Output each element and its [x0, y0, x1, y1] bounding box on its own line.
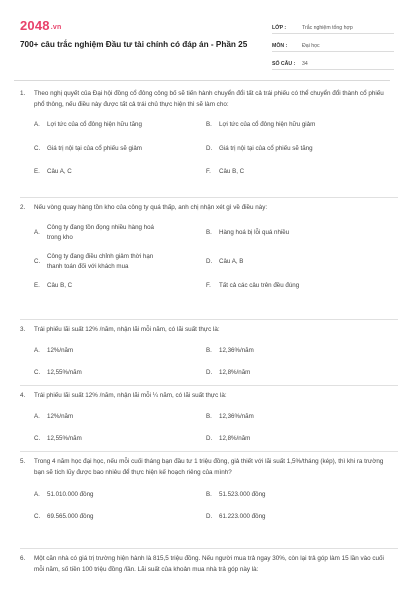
meta-row-count — [272, 54, 394, 70]
question-5 — [20, 457, 398, 524]
option-5c[interactable] — [34, 512, 194, 522]
option-text: 12,55%/năm — [47, 434, 82, 442]
option-letter: D. — [206, 434, 213, 442]
option-2f[interactable] — [206, 281, 366, 291]
option-letter: B. — [206, 346, 212, 354]
option-letter: C. — [34, 145, 41, 152]
option-letter: F. — [206, 281, 211, 289]
option-4a[interactable] — [34, 412, 194, 422]
option-4d[interactable] — [206, 434, 366, 444]
option-1e[interactable] — [34, 167, 194, 177]
page-title: 700+ câu trắc nghiệm Đầu tư tài chính có đáp án - Phần 25 — [20, 40, 248, 49]
option-letter: C. — [34, 368, 41, 376]
option-1a[interactable] — [34, 120, 194, 130]
option-3b[interactable] — [206, 346, 366, 356]
meta-value: Đại học — [302, 43, 320, 49]
question-text: Nếu vòng quay hàng tồn kho của công ty quá thấp, anh chị nhận xét gì về điều này: — [34, 204, 268, 211]
option-letter: B. — [206, 121, 212, 128]
option-text: 12,8%/năm — [219, 434, 251, 442]
meta-row-subject — [272, 36, 394, 52]
option-letter: B. — [206, 412, 212, 420]
option-letter: E. — [34, 281, 40, 289]
option-text: 51.010.000 đồng — [47, 491, 94, 498]
option-2b[interactable] — [206, 228, 366, 238]
question-text: Một căn nhà có giá trị trường hiện hành là 815,5 triệu đồng. Nếu người mua trả ngay 30%, còn lại trả góp làm 15 lần vào cuối mỗi năm, số tiền 100 triệu đồng /lần. Lãi suất của khoản mua nhà trả góp này là: — [34, 555, 384, 573]
option-text: 69.565.000 đồng — [47, 513, 94, 520]
option-3d[interactable] — [206, 368, 366, 378]
option-2e[interactable] — [34, 281, 194, 291]
option-2c[interactable] — [34, 252, 184, 272]
question-text: Theo nghị quyết của Đại hội đồng cổ đông công bố sẽ tiến hành chuyển đổi tất cả trái phiếu có thể chuyển đổi thành cổ phiếu phổ thông, nếu điều này được tất cả trái chủ thực hiện thì sẽ làm cho: — [34, 90, 384, 108]
question-number: 1. — [20, 90, 26, 97]
option-text: Lợi tức của cổ đông hiện hữu tăng — [47, 121, 142, 128]
option-text: 12,36%/năm — [219, 346, 254, 354]
option-1b[interactable] — [206, 120, 366, 130]
meta-box — [272, 18, 394, 72]
option-letter: D. — [206, 145, 213, 152]
question-2 — [20, 203, 398, 298]
question-3 — [20, 325, 398, 380]
option-2d[interactable] — [206, 257, 366, 267]
question-number: 5. — [20, 458, 26, 465]
option-letter: D. — [206, 257, 213, 265]
option-text: 12,36%/năm — [219, 412, 254, 420]
option-text: 61.223.000 đồng — [219, 513, 266, 520]
option-letter: C. — [34, 257, 41, 265]
option-text: Hàng hoá bị lỗi quá nhiều — [219, 228, 290, 236]
meta-value: Trắc nghiệm tổng hợp — [302, 25, 353, 31]
question-number: 4. — [20, 392, 26, 399]
option-5b[interactable] — [206, 490, 366, 500]
question-4 — [20, 391, 398, 446]
meta-value: 34 — [302, 61, 308, 67]
option-text: Tất cả các câu trên đều đúng — [219, 281, 300, 289]
option-letter: F. — [206, 168, 211, 175]
option-text: Câu A, C — [47, 168, 72, 175]
option-3a[interactable] — [34, 346, 194, 356]
option-text: Giá trị nội tại của cổ phiếu sẽ tăng — [219, 145, 313, 152]
brand-number: 2048 — [20, 18, 50, 33]
meta-row-class — [272, 18, 394, 34]
option-letter: A. — [34, 121, 40, 128]
option-text: Công ty đang điều chỉnh giảm thời hạn thanh toán đối với khách mua — [47, 252, 154, 270]
option-text: 12,8%/năm — [219, 368, 251, 376]
option-text: Lợi tức của cổ đông hiện hữu giảm — [219, 121, 316, 128]
option-letter: B. — [206, 491, 212, 498]
question-1 — [20, 89, 398, 186]
option-2a[interactable] — [34, 223, 184, 243]
option-letter: A. — [34, 228, 40, 236]
option-text: 12,55%/năm — [47, 368, 82, 376]
option-letter: D. — [206, 368, 213, 376]
option-5a[interactable] — [34, 490, 194, 500]
option-text: 51.523.000 đồng — [219, 491, 266, 498]
question-number: 3. — [20, 326, 26, 333]
divider — [20, 451, 398, 452]
option-letter: A. — [34, 491, 40, 498]
option-text: Câu B, C — [219, 168, 245, 175]
divider — [20, 319, 398, 320]
question-text: Trái phiếu lãi suất 12% /năm, nhận lãi mỗi ¼ năm, có lãi suất thực là: — [34, 392, 227, 399]
option-text: Công ty đang tồn đọng nhiều hàng hoá trong kho — [47, 223, 154, 241]
question-text: Trong 4 năm học đại học, nếu mỗi cuối tháng bạn đầu tư 1 triệu đồng, giả thiết với lãi suất 1,5%/tháng (kép), thì khi ra trường bạn sẽ tích lũy được bao nhiêu để thực hiện kế hoạch riêng của mình? — [34, 458, 384, 476]
question-number: 2. — [20, 204, 26, 211]
option-text: Câu B, C — [47, 281, 73, 289]
question-number: 6. — [20, 555, 26, 562]
option-5d[interactable] — [206, 512, 366, 522]
option-text: 12%/năm — [47, 412, 74, 420]
meta-label: SỐ CÂU : — [272, 61, 296, 67]
option-letter: A. — [34, 346, 40, 354]
meta-label: LỚP : — [272, 25, 287, 31]
option-letter: C. — [34, 434, 41, 442]
question-6 — [20, 554, 398, 575]
option-letter: A. — [34, 412, 40, 420]
brand-tld: .vn — [50, 24, 62, 31]
option-letter: D. — [206, 513, 213, 520]
divider — [20, 548, 398, 549]
option-1f[interactable] — [206, 167, 366, 177]
option-3c[interactable] — [34, 368, 194, 378]
option-text: 12%/năm — [47, 346, 74, 354]
option-1c[interactable] — [34, 144, 194, 154]
option-1d[interactable] — [206, 144, 366, 154]
option-letter: C. — [34, 513, 41, 520]
divider — [20, 197, 398, 198]
divider — [20, 385, 398, 386]
option-text: Giá trị nội tại của cổ phiếu sẽ giảm — [47, 145, 142, 152]
page-header — [14, 8, 390, 81]
option-letter: E. — [34, 168, 40, 175]
question-text: Trái phiếu lãi suất 12% /năm, nhận lãi mỗi năm, có lãi suất thực là: — [34, 326, 220, 333]
option-4b[interactable] — [206, 412, 366, 422]
option-4c[interactable] — [34, 434, 194, 444]
site-logo[interactable] — [20, 18, 61, 33]
meta-label: MÔN : — [272, 43, 288, 49]
option-text: Câu A, B — [219, 257, 244, 265]
option-letter: B. — [206, 228, 212, 236]
